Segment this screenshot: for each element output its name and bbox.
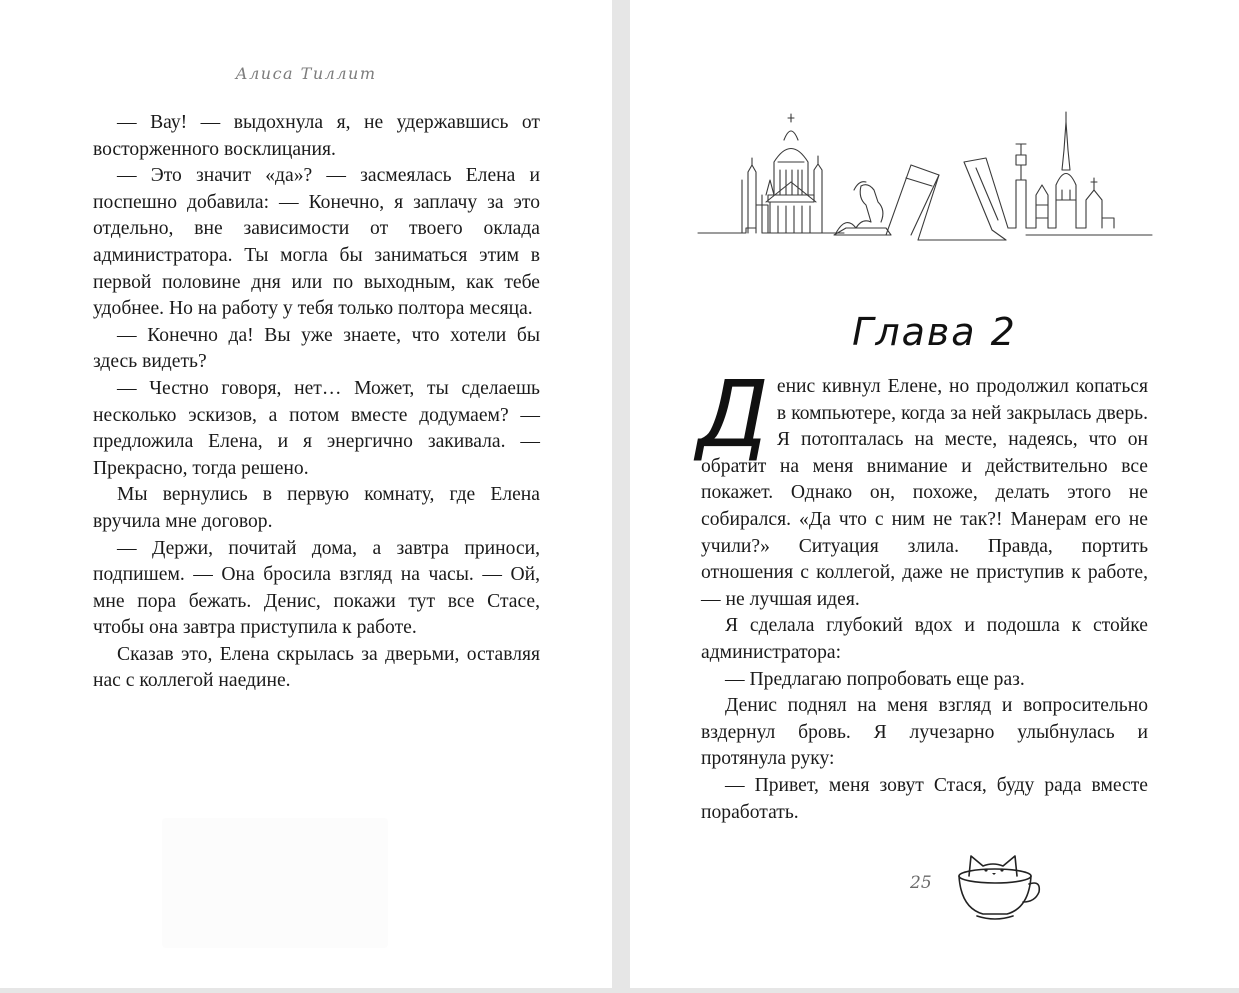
paragraph: — Честно говоря, нет… Может, ты сделаешь несколько эскизов, а потом вместе додумаем? — предложила Елена, и я энергично закивала. — Прекрасно, тогда решено. [93, 377, 540, 479]
paragraph: Сказав это, Елена скрылась за дверьми, оставляя нас с коллегой наедине. [93, 643, 540, 692]
first-paragraph-text: енис кивнул Елене, но продолжил копаться в компьютере, когда за ней закрылась дверь. Я потопталась на месте, надеясь, что он обратит на меня внимание и действительно все покажет. Однако он, похоже, делать этого не собирался. «Да что с ним не так?! Манерам его не учили?» Ситуация злила. Правда, портить отношения с коллегой, даже не приступив к работе, — не лучшая идея. [701, 376, 1148, 610]
running-header: Алиса Тиллит [235, 64, 377, 83]
right-page-text [697, 361, 1148, 826]
paragraph: — Держи, почитай дома, а завтра приноси, подпишем. — Она бросила взгляд на часы. — Ой, мне пора бежать. Денис, покажи тут все Стасе, чтобы она завтра приступила к работе. [93, 537, 540, 639]
faded-image-area [162, 818, 388, 948]
paragraph: — Привет, меня зовут Стася, буду рада вместе поработать. [701, 774, 1148, 823]
paragraph: — Вау! — выдохнула я, не удержавшись от восторженного восклицания. [93, 112, 540, 160]
cat-in-cup-illustration [955, 850, 1041, 922]
paragraph: — Конечно да! Вы уже знаете, что хотели бы здесь видеть? [93, 324, 540, 373]
paragraph: Я сделала глубокий вдох и подошла к стойке администратора: [701, 615, 1148, 663]
page-number: 25 [910, 873, 932, 893]
city-skyline-illustration [696, 110, 1154, 275]
paragraph: — Это значит «да»? — засмеялась Елена и поспешно добавила: — Конечно, я заплачу за это отдельно, вне зависимости от твоего оклада администратора. Ты могла бы заниматься этим в первой половине дня или по выходным, как тебе удобнее. Но на работу у тебя только полтора месяца. [93, 165, 540, 320]
paragraph: Мы вернулись в первую комнату, где Елена вручила мне договор. [93, 484, 540, 532]
chapter-title: Глава 2 [852, 310, 1017, 354]
left-page-text [93, 110, 540, 695]
drop-cap: Д [697, 361, 769, 468]
paragraph: — Предлагаю попробовать еще раз. [725, 668, 1025, 690]
first-paragraph [697, 361, 1148, 613]
paragraph: Денис поднял на меня взгляд и вопросительно вздернул бровь. Я лучезарно улыбнулась и протянула руку: [701, 695, 1148, 770]
